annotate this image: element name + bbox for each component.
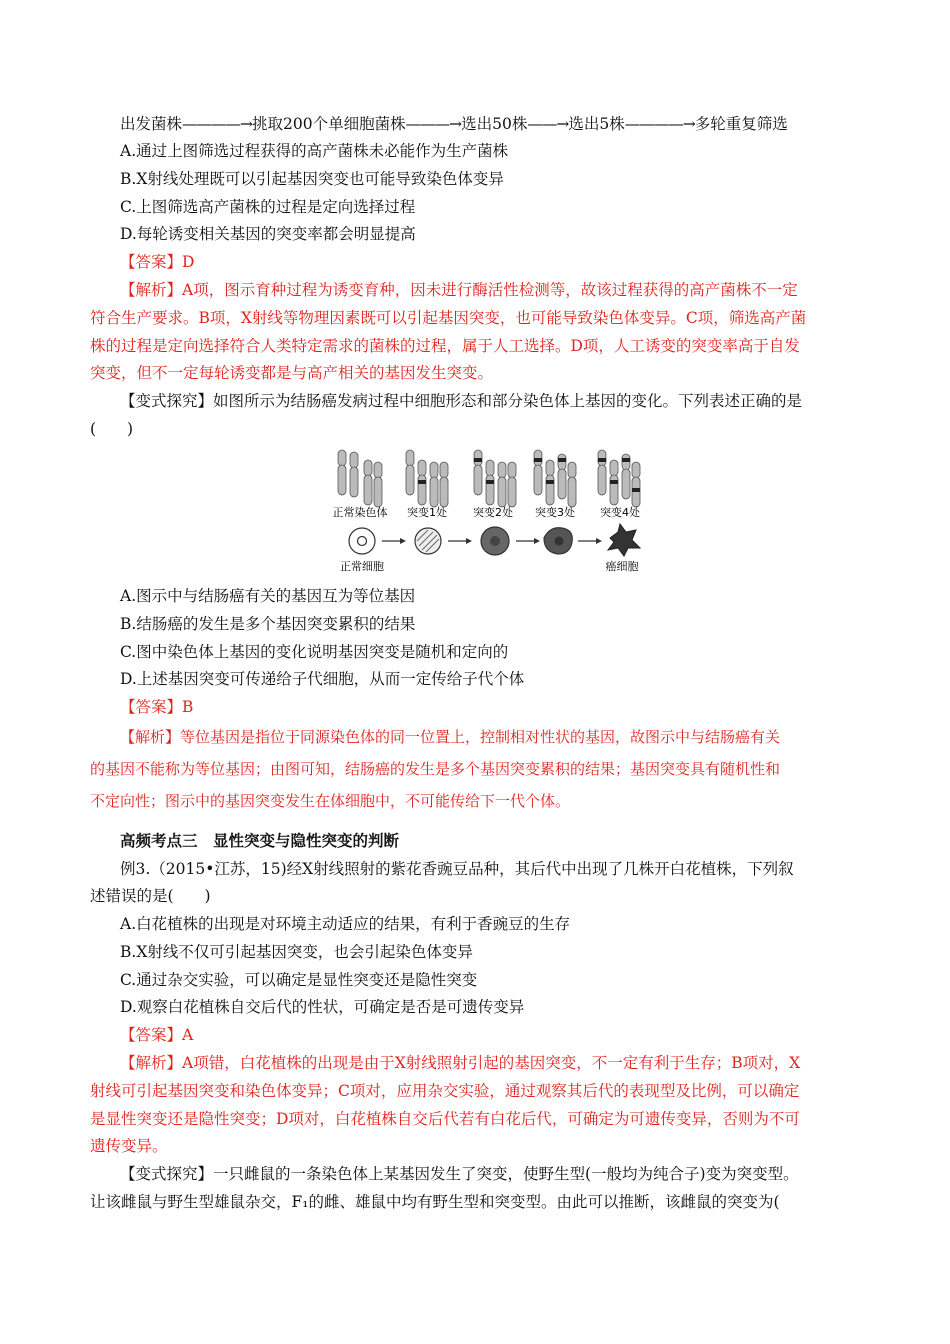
analysis-line: 的基因不能称为等位基因；由图可知，结肠癌的发生是多个基因突变累积的结果；基因突变具有随机性和 [90, 760, 781, 778]
analysis-line: 【解析】等位基因是指位于同源染色体的同一位置上，控制相对性状的基因，故图示中与结肠癌有关 [120, 728, 781, 746]
answer: 【答案】A [120, 1026, 194, 1044]
question-stem: 【变式探究】如图所示为结肠癌发病过程中细胞形态和部分染色体上基因的变化。下列表述正确的是 [120, 392, 803, 410]
question-stem: ( ) [90, 420, 134, 438]
chrom-label: 正常染色体 [332, 506, 388, 519]
chrom-label: 突变2处 [473, 506, 513, 519]
cancer-cell-icon [608, 524, 640, 556]
chrom-label: 突变4处 [600, 506, 640, 519]
option-a: A.通过上图筛选过程获得的高产菌株未必能作为生产菌株 [120, 142, 509, 160]
option-d: D.观察白花植株自交后代的性状，可确定是否是可遗传变异 [120, 998, 525, 1016]
analysis-line: 株的过程是定向选择符合人类特定需求的菌株的过程，属于人工选择。D项，人工诱变的突变率高于自发 [90, 337, 800, 355]
chrom-label: 突变1处 [407, 506, 447, 519]
dark-cell-icon [481, 527, 509, 555]
screening-flow [120, 112, 788, 134]
option-b: B.X射线不仅可引起基因突变，也会引起染色体变异 [120, 943, 473, 961]
option-c: C.图中染色体上基因的变化说明基因突变是随机和定向的 [120, 643, 509, 661]
chromosome-diagram [330, 448, 650, 576]
flow-arrow: ————→ [182, 115, 253, 133]
analysis-line: 遗传变异。 [90, 1137, 168, 1155]
analysis-line: 突变，但不一定每轮诱变都是与高产相关的基因发生突变。 [90, 364, 494, 382]
flow-step: 出发菌株 [120, 115, 183, 133]
flow-step: 挑取200个单细胞菌株 [252, 115, 406, 133]
normal-cell-label: 正常细胞 [340, 560, 384, 573]
analysis-line: 是显性突变还是隐性突变；D项对，白花植株自交后代若有白花后代，可确定为可遗传变异，否则为不可 [90, 1110, 800, 1128]
option-c: C.上图筛选高产菌株的过程是定向选择过程 [120, 198, 416, 216]
option-b: B.X射线处理既可以引起基因突变也可能导致染色体变异 [120, 170, 504, 188]
chromosome-group-mutation1 [406, 450, 448, 507]
option-a: A.图示中与结肠癌有关的基因互为等位基因 [120, 587, 416, 605]
chromosome-group-mutation3 [534, 450, 576, 507]
flow-step: 选出50株 [461, 115, 528, 133]
analysis-line: 射线可引起基因突变和染色体变异；C项对，应用杂交实验，通过观察其后代的表现型及比例，可以确定 [90, 1082, 800, 1100]
flow-arrow: ——→ [527, 115, 569, 133]
question-stem: 述错误的是( ) [90, 887, 211, 905]
option-d: D.每轮诱变相关基因的突变率都会明显提高 [120, 225, 416, 243]
flow-arrow: ———→ [405, 115, 462, 133]
analysis-line: 符合生产要求。B项，X射线等物理因素既可以引起基因突变，也可能导致染色体变异。C项，筛选高产菌 [90, 309, 807, 327]
option-d: D.上述基因突变可传递给子代细胞，从而一定传给子代个体 [120, 670, 525, 688]
chrom-label: 突变3处 [535, 506, 575, 519]
analysis-line: 不定向性；图示中的基因突变发生在体细胞中，不可能传给下一代个体。 [90, 792, 571, 810]
normal-cell-icon [349, 528, 375, 554]
answer: 【答案】B [120, 698, 194, 716]
flow-step: 多轮重复筛选 [694, 115, 788, 133]
question-stem: 让该雌鼠与野生型雄鼠杂交，F₁的雌、雄鼠中均有野生型和突变型。由此可以推断，该雌鼠的突变为( [90, 1193, 780, 1211]
chromosome-group-mutation4 [598, 450, 640, 507]
option-a: A.白花植株的出现是对环境主动适应的结果，有利于香豌豆的生存 [120, 915, 571, 933]
cancer-figure [330, 448, 650, 576]
option-b: B.结肠癌的发生是多个基因突变累积的结果 [120, 615, 416, 633]
chromosome-group-mutation2 [474, 450, 516, 507]
flow-arrow: ————→ [624, 115, 695, 133]
analysis-line: 【解析】A项，图示育种过程为诱变育种，因未进行酶活性检测等，故该过程获得的高产菌株不一定 [120, 281, 798, 299]
mutated-cell-icon [415, 528, 441, 554]
answer: 【答案】D [120, 253, 195, 271]
chromosome-group-normal [338, 450, 382, 507]
option-c: C.通过杂交实验，可以确定是显性突变还是隐性突变 [120, 971, 478, 989]
analysis-line: 【解析】A项错，白花植株的出现是由于X射线照射引起的基因突变，不一定有利于生存；B项对，X [120, 1054, 801, 1072]
irregular-cell-icon [544, 528, 572, 554]
question-stem: 【变式探究】一只雌鼠的一条染色体上某基因发生了突变，使野生型(一般均为纯合子)变为突变型。 [120, 1165, 799, 1183]
flow-step: 选出5株 [568, 115, 625, 133]
question-stem: 例3.（2015•江苏，15)经X射线照射的紫花香豌豆品种，其后代中出现了几株开白花植株，下列叙 [120, 860, 794, 878]
cancer-cell-label: 癌细胞 [605, 560, 639, 573]
section-title: 高频考点三 显性突变与隐性突变的判断 [120, 831, 400, 850]
